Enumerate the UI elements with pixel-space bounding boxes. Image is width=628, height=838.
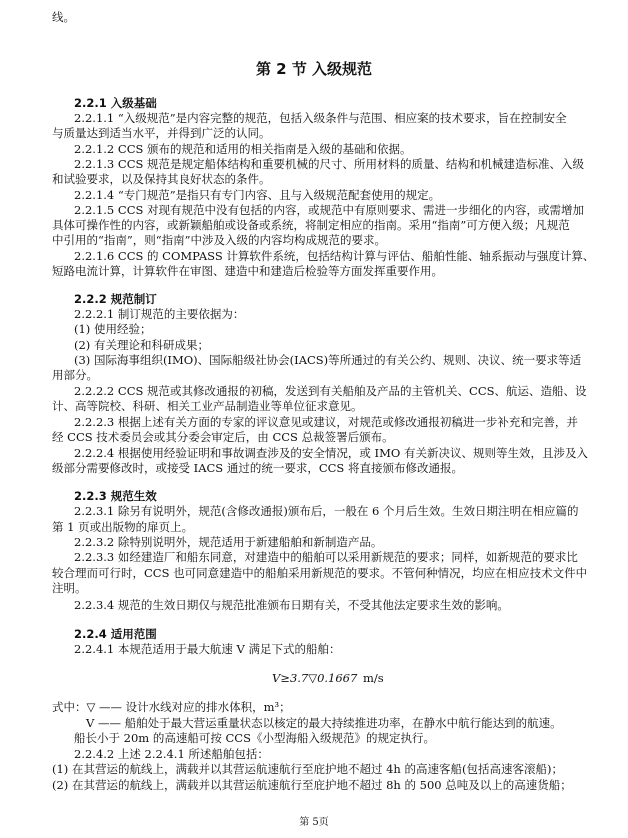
- formula-unit: m/s: [363, 671, 384, 685]
- heading-2-2-1: 2.2.1 入级基础: [74, 96, 157, 110]
- para-2-2-2-3-line2: 经 CCS 技术委员会或其分委会审定后，由 CCS 总裁签署后颁布。: [52, 430, 394, 444]
- para-2-2-2-4-line1: 2.2.2.4 根据使用经验证明和事故调查涉及的安全情况，或 IMO 有关新决议、规则等生效，且涉及入: [74, 446, 588, 460]
- para-2-2-3-2: 2.2.3.2 除特别说明外，规范适用于新建船舶和新制造产品。: [74, 535, 383, 549]
- list-item-3-line2: 用部分。: [52, 368, 98, 382]
- para-2-2-3-4: 2.2.3.4 规范的生效日期仅与规范批准颁布日期有关，不受其他法定要求生效的影响。: [74, 598, 509, 612]
- para-2-2-3-3-line3: 注明。: [52, 581, 87, 595]
- para-2-2-4-2: 2.2.4.2 上述 2.2.4.1 所述船舶包括：: [74, 747, 269, 761]
- para-2-2-3-3-line1: 2.2.3.3 如经建造厂和船东同意，对建造中的船舶可以采用新规范的要求；同样，如新规范的要求比: [74, 550, 578, 564]
- para-2-2-2-1: 2.2.2.1 制订规范的主要依据为：: [74, 307, 245, 321]
- para-2-2-1-1-line2: 与质量达到适当水平，并得到广泛的认同。: [52, 126, 271, 140]
- para-2-2-1-6-line2: 短路电流计算，计算软件在审图、建造中和建造后检验等方面发挥重要作用。: [52, 264, 443, 278]
- para-2-2-1-3-line1: 2.2.1.3 CCS 规范是规定船体结构和重要机械的尺寸、所用材料的质量、结构和机械建造标准、入级: [74, 157, 585, 171]
- para-2-2-1-2: 2.2.1.2 CCS 颁布的规范和适用的相关指南是入级的基础和依据。: [74, 142, 412, 156]
- heading-2-2-4: 2.2.4 适用范围: [74, 627, 157, 641]
- heading-2-2-2: 2.2.2 规范制订: [74, 292, 157, 306]
- small-craft-note: 船长小于 20m 的高速船可按 CCS《小型海船入级规范》的规定执行。: [74, 731, 435, 745]
- section-title: 第 2 节 入级规范: [255, 60, 373, 78]
- para-2-2-3-3-line2: 较合理而可行时，CCS 也可同意建造中的船舶采用新规范的要求。不管何种情况，均应在相应技术文件中: [52, 566, 588, 580]
- list-item-2: (2) 有关理论和科研成果；: [74, 338, 209, 352]
- where-clause-line1: 式中：▽ —— 设计水线对应的排水体积，m³；: [52, 700, 291, 714]
- para-2-2-2-2-line2: 计、高等院校、科研、相关工业产品制造业等单位征求意见。: [52, 399, 363, 413]
- list-item-1: (1) 使用经验；: [74, 322, 152, 336]
- para-2-2-1-5-line2: 具体可操作性的内容，或新颖船舶或设备或系统，将制定相应的指南。采用“指南”可方便入级；凡规范: [52, 218, 570, 232]
- para-2-2-1-5-line1: 2.2.1.5 CCS 对现有规范中没有包括的内容，或规范中有原则要求、需进一步细化的内容，或需增加: [74, 203, 585, 217]
- para-2-2-3-1-line2: 第 1 页或出版物的扉页上。: [52, 520, 194, 534]
- para-2-2-1-3-line2: 和试验要求，以及保持其良好状态的条件。: [52, 172, 271, 186]
- top-fragment: 线。: [52, 10, 75, 24]
- craft-item-1: (1) 在其营运的航线上，满载并以其营运航速航行至庇护地不超过 4h 的高速客船(包括高速客滚船)；: [52, 762, 563, 776]
- para-2-2-4-1: 2.2.4.1 本规范适用于最大航速 V 满足下式的船舶：: [74, 642, 341, 656]
- craft-item-2: (2) 在其营运的航线上，满载并以其营运航速航行至庇护地不超过 8h 的 500 总吨及以上的高速货船；: [52, 778, 572, 792]
- where-clause-line2: V —— 船舶处于最大营运重量状态以核定的最大持续推进功率，在静水中航行能达到的航速。: [86, 716, 562, 730]
- list-item-3-line1: (3) 国际海事组织(IMO)、国际船级社协会(IACS)等所通过的有关公约、规则、决议、统一要求等适: [74, 353, 582, 367]
- para-2-2-1-4: 2.2.1.4 “专门规范”是指只有专门内容、且与入级规范配套使用的规定。: [74, 188, 441, 202]
- speed-formula: V≥3.7▽0.1667: [272, 671, 358, 685]
- para-2-2-3-1-line1: 2.2.3.1 除另有说明外，规范(含修改通报)颁布后，一般在 6 个月后生效。生效日期注明在相应篇的: [74, 504, 579, 518]
- page-number: 第 5页: [299, 817, 329, 828]
- para-2-2-2-4-line2: 级部分需要修改时，或接受 IACS 通过的统一要求，CCS 将直接颁布修改通报。: [52, 461, 463, 475]
- para-2-2-1-6-line1: 2.2.1.6 CCS 的 COMPASS 计算软件系统，包括结构计算与评估、船舶性能、轴系振动与强度计算、: [74, 249, 595, 263]
- heading-2-2-3: 2.2.3 规范生效: [74, 489, 157, 503]
- para-2-2-2-2-line1: 2.2.2.2 CCS 规范或其修改通报的初稿，发送到有关船舶及产品的主管机关、CCS、航运、造船、设: [74, 384, 587, 398]
- para-2-2-2-3-line1: 2.2.2.3 根据上述有关方面的专家的评议意见或建议，对规范或修改通报初稿进一步补充和完善，并: [74, 415, 578, 429]
- para-2-2-1-1-line1: 2.2.1.1 “入级规范”是内容完整的规范，包括入级条件与范围、相应案的技术要求，旨在控制安全: [74, 111, 567, 125]
- para-2-2-1-5-line3: 中引用的“指南”，则“指南”中涉及入级的内容均构成规范的要求。: [52, 233, 387, 247]
